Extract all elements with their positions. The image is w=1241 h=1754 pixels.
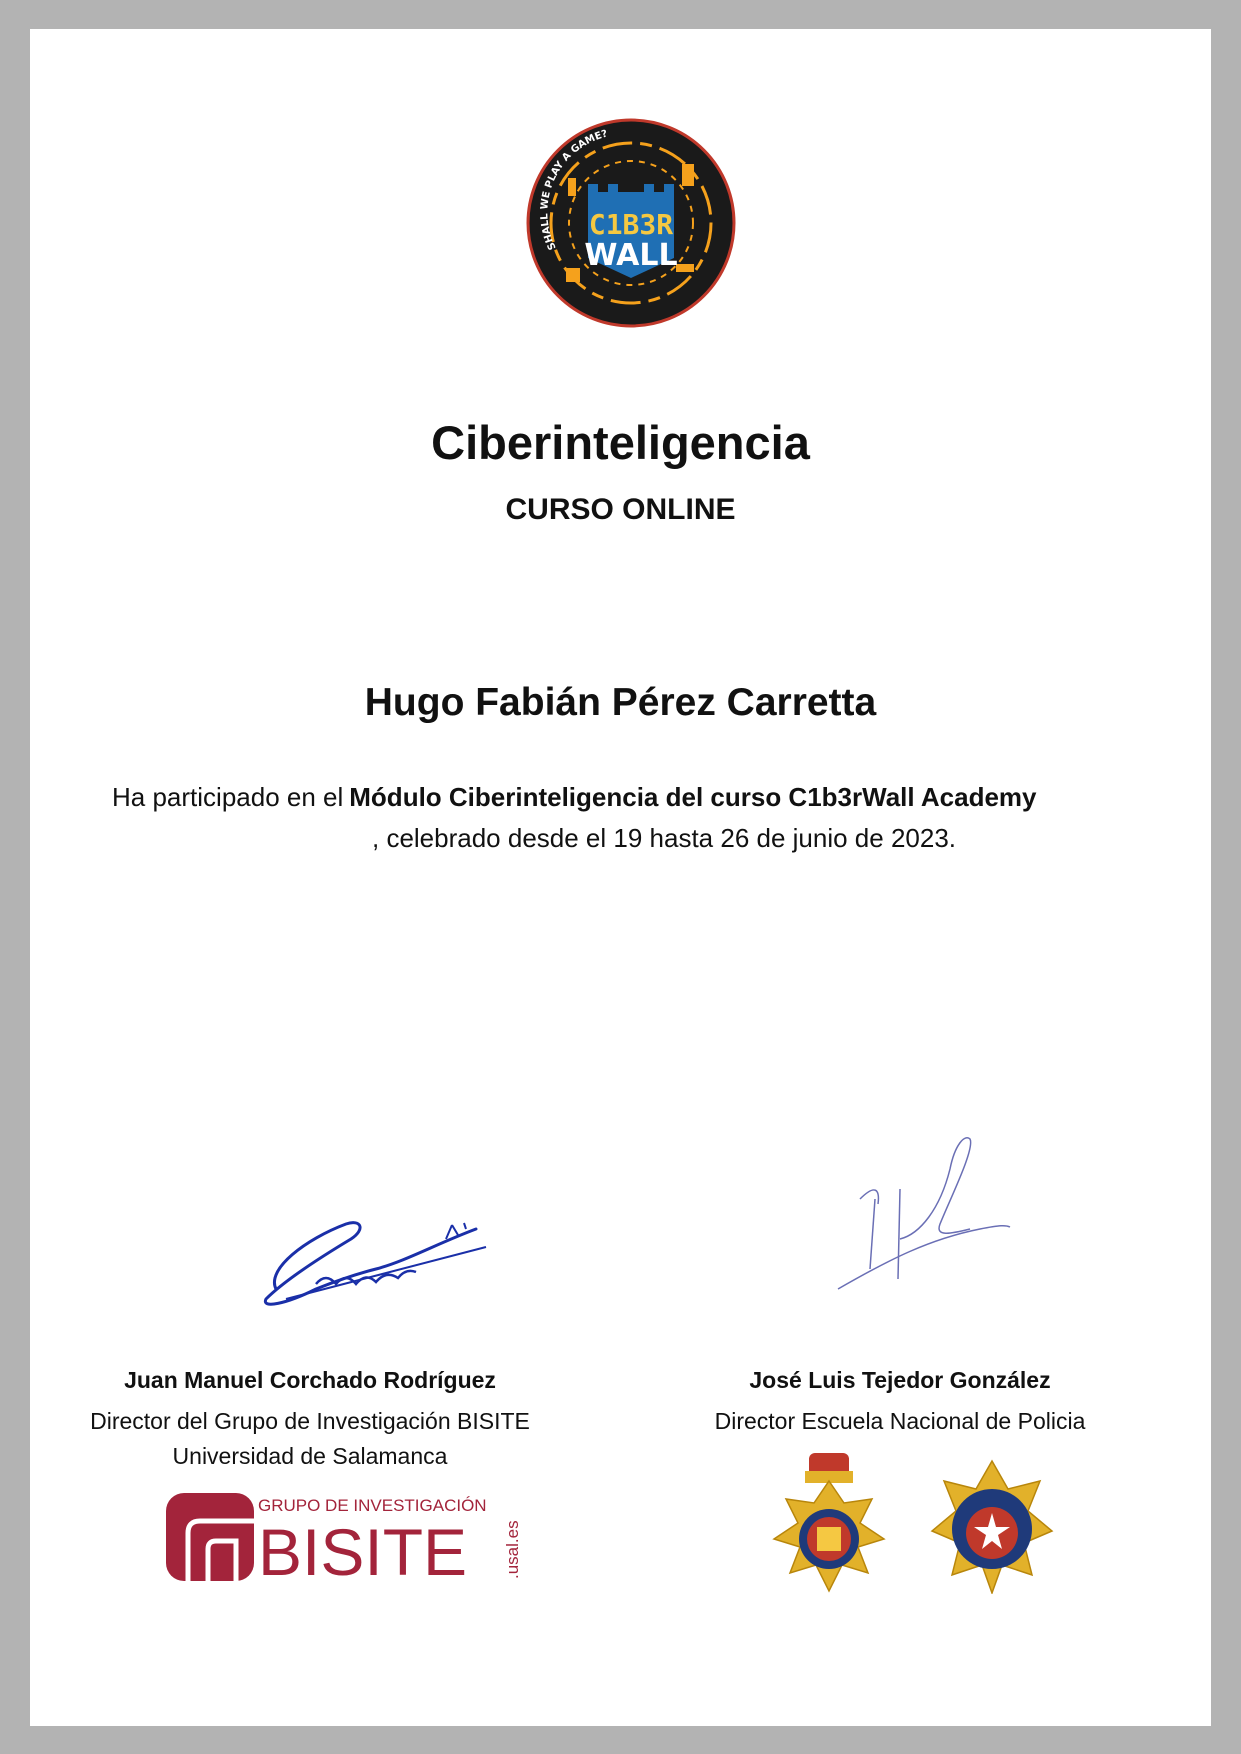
logo-top-text: C1B3R	[588, 208, 674, 241]
signatory-1-role: Director del Grupo de Investigación BISITE	[90, 1408, 530, 1434]
course-subtitle: CURSO ONLINE	[505, 493, 736, 526]
signatory-2-name: José Luis Tejedor González	[749, 1367, 1051, 1393]
handwritten-signature-icon	[830, 1129, 1020, 1309]
statement-module: Módulo Ciberinteligencia del curso C1b3rWall Academy	[349, 782, 1037, 812]
bisite-logo-icon	[166, 1493, 526, 1593]
statement-line-1	[112, 782, 1037, 813]
recipient-name: Hugo Fabián Pérez Carretta	[364, 681, 877, 724]
handwritten-signature-icon	[246, 1199, 500, 1323]
logo-bottom-text: WALL	[584, 238, 678, 273]
course-title: Ciberinteligencia	[431, 416, 810, 469]
certificate-page	[30, 29, 1211, 1726]
escuela-nacional-policia-badge-icon	[930, 1459, 1055, 1594]
signatory-2-role: Director Escuela Nacional de Policia	[714, 1408, 1086, 1434]
logo-ring-text: SHALL WE PLAY A GAME?	[539, 128, 609, 252]
statement-lead: Ha participado en el	[112, 782, 344, 812]
bisite-side-text: .usal.es	[503, 1520, 522, 1579]
signatory-1-name: Juan Manuel Corchado Rodríguez	[124, 1367, 496, 1393]
bisite-top-text: GRUPO DE INVESTIGACIÓN	[258, 1496, 487, 1515]
statement-dates: , celebrado desde el 19 hasta 26 de junio de 2023.	[372, 823, 957, 853]
signatory-1-org: Universidad de Salamanca	[172, 1443, 448, 1469]
c1b3rwall-logo-icon	[526, 118, 736, 328]
policia-nacional-badge-icon	[772, 1451, 887, 1601]
bisite-main-text: BISITE	[258, 1515, 468, 1589]
